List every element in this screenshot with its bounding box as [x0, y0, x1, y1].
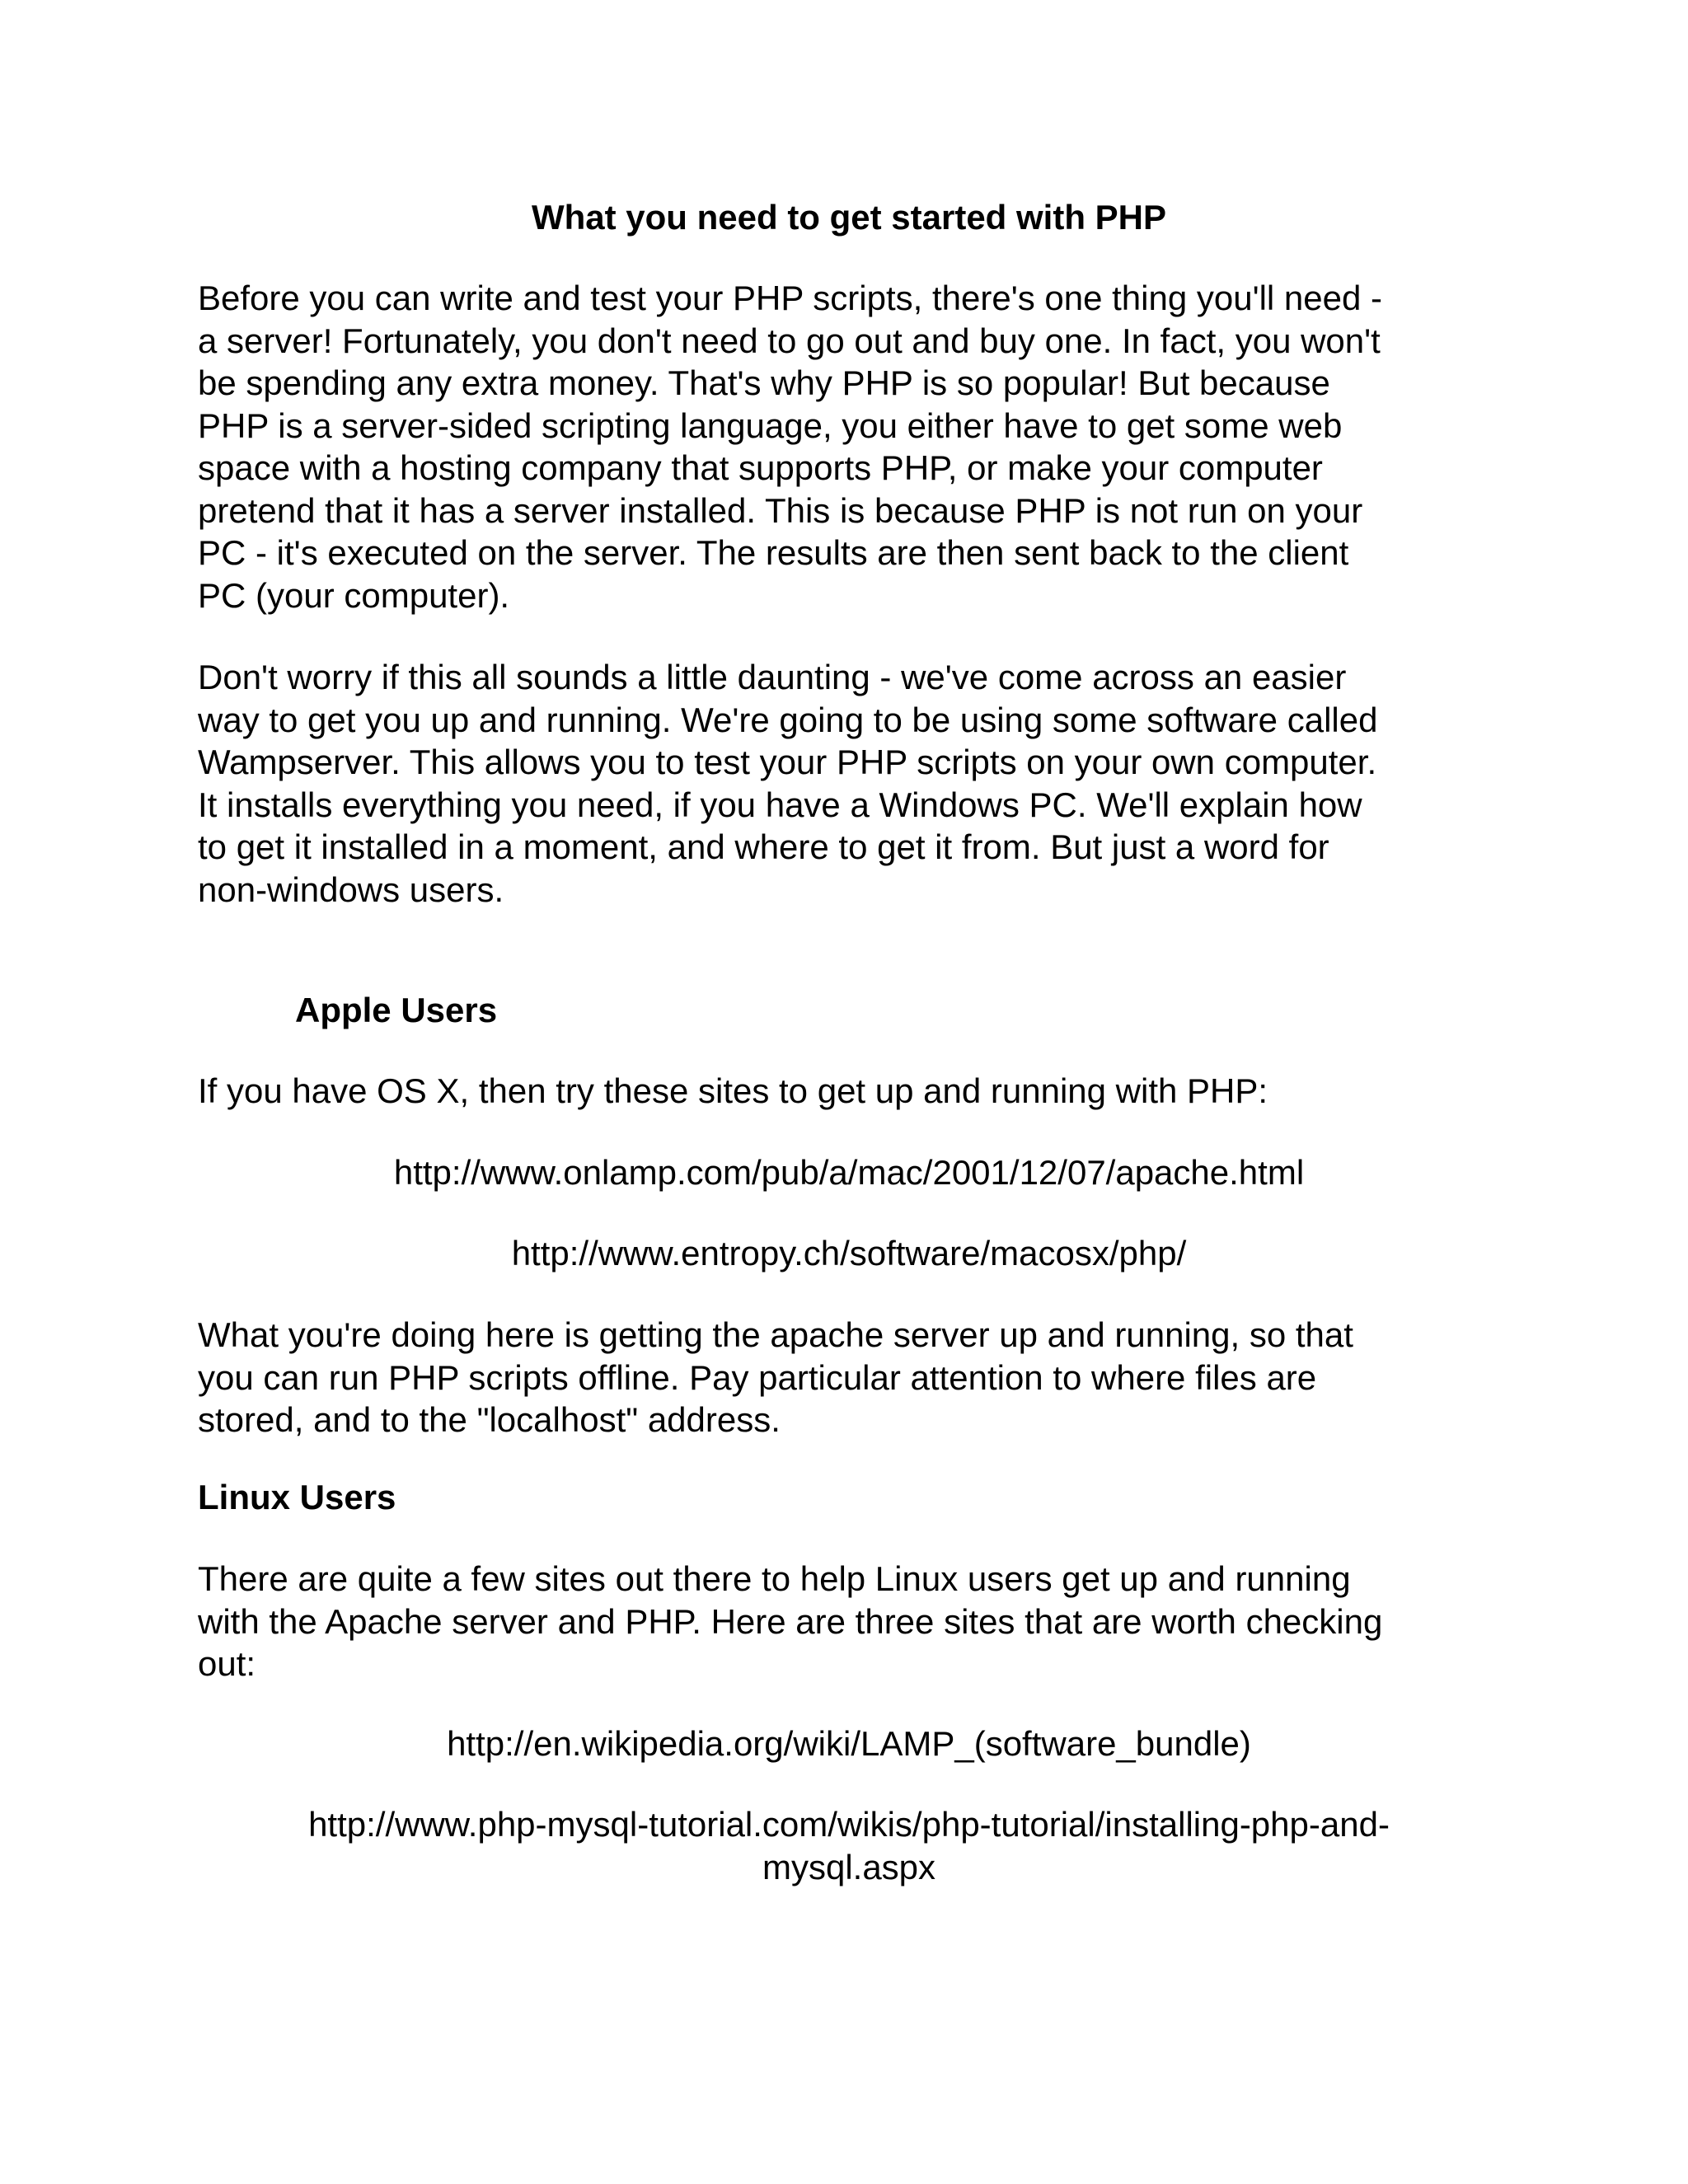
page-title: What you need to get started with PHP: [531, 198, 1167, 237]
text-line: It installs everything you need, if you have a Windows PC. We'll explain how: [198, 785, 1362, 824]
link-text[interactable]: http://www.onlamp.com/pub/a/mac/2001/12/07/apache.html: [393, 1153, 1305, 1192]
text-line: PHP is a server-sided scripting language, you either have to get some web: [198, 405, 1343, 445]
link-text[interactable]: http://en.wikipedia.org/wiki/LAMP_(software_bundle): [447, 1724, 1251, 1763]
text-line: There are quite a few sites out there to help Linux users get up and running: [198, 1559, 1351, 1598]
linux-link-wikipedia[interactable]: [198, 1722, 1500, 1765]
text-line: Don't worry if this all sounds a little daunting - we've come across an easier: [198, 658, 1347, 696]
text-line: What you're doing here is getting the apache server up and running, so that: [198, 1315, 1353, 1354]
text-line: PC (your computer).: [198, 575, 510, 615]
text-line: to get it installed in a moment, and where to get it from. But just a word for: [198, 827, 1329, 866]
text-line: out:: [198, 1644, 256, 1683]
document-page: [198, 0, 1500, 2184]
link-text[interactable]: mysql.aspx: [762, 1847, 936, 1886]
apple-intro: [198, 1070, 1500, 1113]
text-line: way to get you up and running. We're going to be using some software called: [198, 700, 1378, 739]
text-line: you can run PHP scripts offline. Pay particular attention to where files are: [198, 1357, 1317, 1397]
text-line: be spending any extra money. That's why PHP is so popular! But because: [198, 363, 1330, 402]
text-line: stored, and to the "localhost" address.: [198, 1400, 781, 1439]
text-line: Wampserver. This allows you to test your PHP scripts on your own computer.: [198, 743, 1377, 781]
apple-note-paragraph: [198, 1314, 1500, 1441]
text-line: a server! Fortunately, you don't need to go out and buy one. In fact, you won't: [198, 321, 1381, 360]
link-text[interactable]: http://www.php-mysql-tutorial.com/wikis/php-tutorial/installing-php-and-: [308, 1805, 1390, 1844]
apple-link-entropy[interactable]: [198, 1232, 1500, 1275]
text-line: Before you can write and test your PHP scripts, there's one thing you'll need -: [198, 279, 1383, 317]
linux-intro-paragraph: [198, 1558, 1500, 1685]
apple-link-onlamp[interactable]: [198, 1151, 1500, 1194]
intro-paragraph: [198, 277, 1500, 616]
linux-link-php-mysql-tutorial[interactable]: [198, 1803, 1500, 1888]
link-text[interactable]: http://www.entropy.ch/software/macosx/php/: [511, 1234, 1187, 1272]
text-line: pretend that it has a server installed. This is because PHP is not run on your: [198, 490, 1363, 530]
linux-users-heading: Linux Users: [198, 1478, 396, 1516]
wampserver-paragraph: [198, 656, 1500, 911]
apple-users-heading: Apple Users: [295, 991, 498, 1029]
text-line: non-windows users.: [198, 869, 504, 909]
text-line: If you have OS X, then try these sites to get up and running with PHP:: [198, 1071, 1268, 1110]
text-line: with the Apache server and PHP. Here are three sites that are worth checking: [198, 1601, 1383, 1641]
text-line: space with a hosting company that supports PHP, or make your computer: [198, 448, 1323, 487]
text-line: PC - it's executed on the server. The results are then sent back to the client: [198, 533, 1349, 572]
